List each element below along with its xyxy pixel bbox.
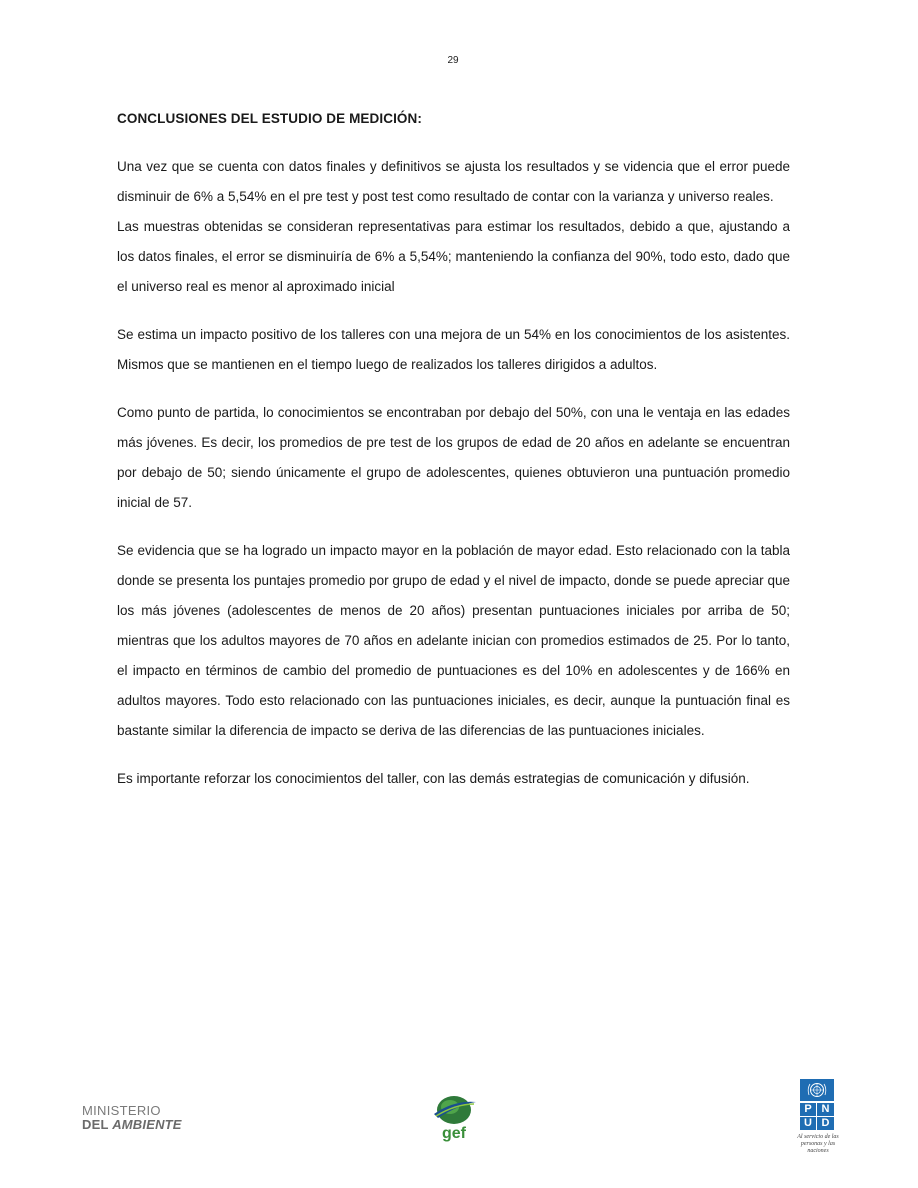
gef-globe-icon <box>430 1094 480 1142</box>
ministry-name-line1: MINISTERIO <box>82 1103 161 1118</box>
ministerio-ambiente-logo <box>82 1104 202 1132</box>
pnud-letter-u: U <box>800 1117 817 1130</box>
paragraph-2: Las muestras obtenidas se consideran representativas para estimar los resultados, debido a que, ajustando a los datos finales, el error se disminuiría de 6% a 5,54%; manteniendo la confianza del 90%, todo esto, dado que el universo real es menor al aproximado inicial <box>117 219 790 294</box>
pnud-letter-d: D <box>821 1117 830 1129</box>
pnud-letter-p: P <box>800 1103 817 1117</box>
ministry-name-del: DEL <box>82 1117 113 1132</box>
ministry-name-ambiente: AMBIENTE <box>112 1117 182 1132</box>
pnud-tagline: Al servicio de las personas y las naciones <box>797 1134 839 1154</box>
paragraph-1: Una vez que se cuenta con datos finales y definitivos se ajusta los resultados y se videncia que el error puede disminuir de 6% a 5,54% en el pre test y post test como resultado de contar con la varianza y universo reales. <box>117 159 790 204</box>
pnud-logo <box>796 1079 840 1155</box>
pnud-letter-n: N <box>817 1103 834 1117</box>
gef-logo <box>430 1094 480 1142</box>
section-heading: CONCLUSIONES DEL ESTUDIO DE MEDICIÓN: <box>117 111 422 126</box>
paragraph-4: Como punto de partida, lo conocimientos se encontraban por debajo del 50%, con una le ventaja en las edades más jóvenes. Es decir, los promedios de pre test de los grupos de edad de 20 años en adelante se encuentran por debajo de 50; siendo únicamente el grupo de adolescentes, quienes obtuvieron una puntuación promedio inicial de 57. <box>117 405 790 510</box>
paragraph-3: Se estima un impacto positivo de los talleres con una mejora de un 54% en los conocimientos de los asistentes. Mismos que se mantienen en el tiempo luego de realizados los talleres dirigidos a adultos. <box>117 327 790 372</box>
pnud-letters <box>800 1103 834 1130</box>
paragraph-6: Es importante reforzar los conocimientos del taller, con las demás estrategias de comunicación y difusión. <box>117 771 750 786</box>
page-number: 29 <box>447 55 459 66</box>
document-body <box>117 104 790 812</box>
ministry-name-line2 <box>82 1118 202 1132</box>
pnud-block <box>800 1079 834 1130</box>
un-emblem-icon <box>800 1079 834 1103</box>
gef-text: gef <box>442 1125 466 1142</box>
paragraph-5: Se evidencia que se ha logrado un impacto mayor en la población de mayor edad. Esto relacionado con la tabla donde se presenta los puntajes promedio por grupo de edad y el nivel de impacto, donde se puede apreciar que los más jóvenes (adolescentes de menos de 20 años) presentan puntuaciones iniciales por arriba de 50; mientras que los adultos mayores de 70 años en adelante inician con promedios estimados de 25. Por lo tanto, el impacto en términos de cambio del promedio de puntuaciones es del 10% en adolescentes y de 166% en adultos mayores. Todo esto relacionado con las puntuaciones iniciales, es decir, aunque la puntuación final es bastante similar la diferencia de impacto se deriva de las diferencias de las puntuaciones iniciales. <box>117 543 790 738</box>
